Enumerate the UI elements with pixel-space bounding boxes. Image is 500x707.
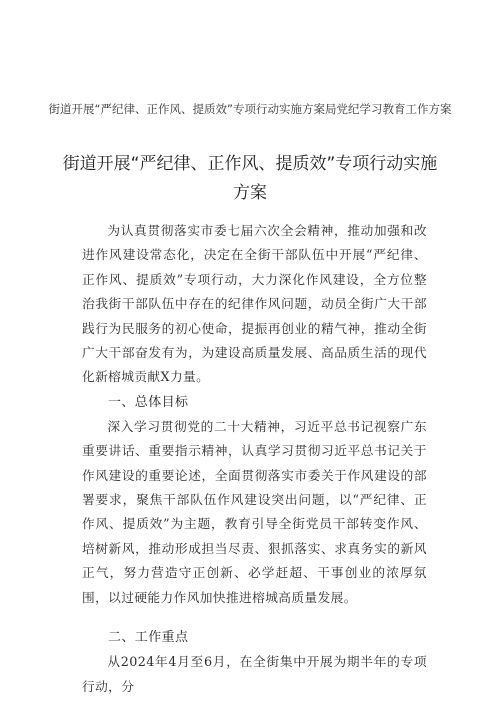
section-heading-goals: 一、总体目标 <box>108 394 189 410</box>
section-heading-focus: 二、工作重点 <box>108 630 189 646</box>
intro-paragraph: 为认真贯彻落实市委七届六次全会精神，推动加强和改进作风建设常态化，决定在全街干部队伍中开展“严纪律、正作风、提质效”专项行动，大力深化作风建设，全方位整治我街干部队伍中存在的纪律作风问题，动员全街广大干部践行为民服务的初心使命，提振再创业的精气神，推动全街广大干部奋发有为，为建设高质量发展、高品质生活的现代化新榕城贡献X力量。 <box>82 223 427 385</box>
document-header: 街道开展“严纪律、正作风、提质效”专项行动实施方案局党纪学习教育工作方案 <box>48 102 452 116</box>
document-title: 街道开展“严纪律、正作风、提质效”专项行动实施方案 <box>62 154 438 203</box>
document-body <box>82 219 427 699</box>
focus-paragraph: 从2024年4月至6月，在全街集中开展为期半年的专项行动，分 <box>82 654 427 694</box>
goals-paragraph: 深入学习贯彻党的二十大精神，习近平总书记视察广东重要讲话、重要指示精神，认真学习贯彻习近平总书记关于作风建设的重要论述，全面贯彻落实市委关于作风建设的部署要求，聚焦干部队伍作风建设突出问题，以“严纪律、正作风、提质效”为主题，教育引导全街党员干部转变作风、培树新风，推动形成担当尽责、狠抓落实、求真务实的新风正气，努力营造守正创新、必学赶超、干事创业的浓厚氛围，以过硬能力作风加快推进榕城高质量发展。 <box>82 418 427 605</box>
